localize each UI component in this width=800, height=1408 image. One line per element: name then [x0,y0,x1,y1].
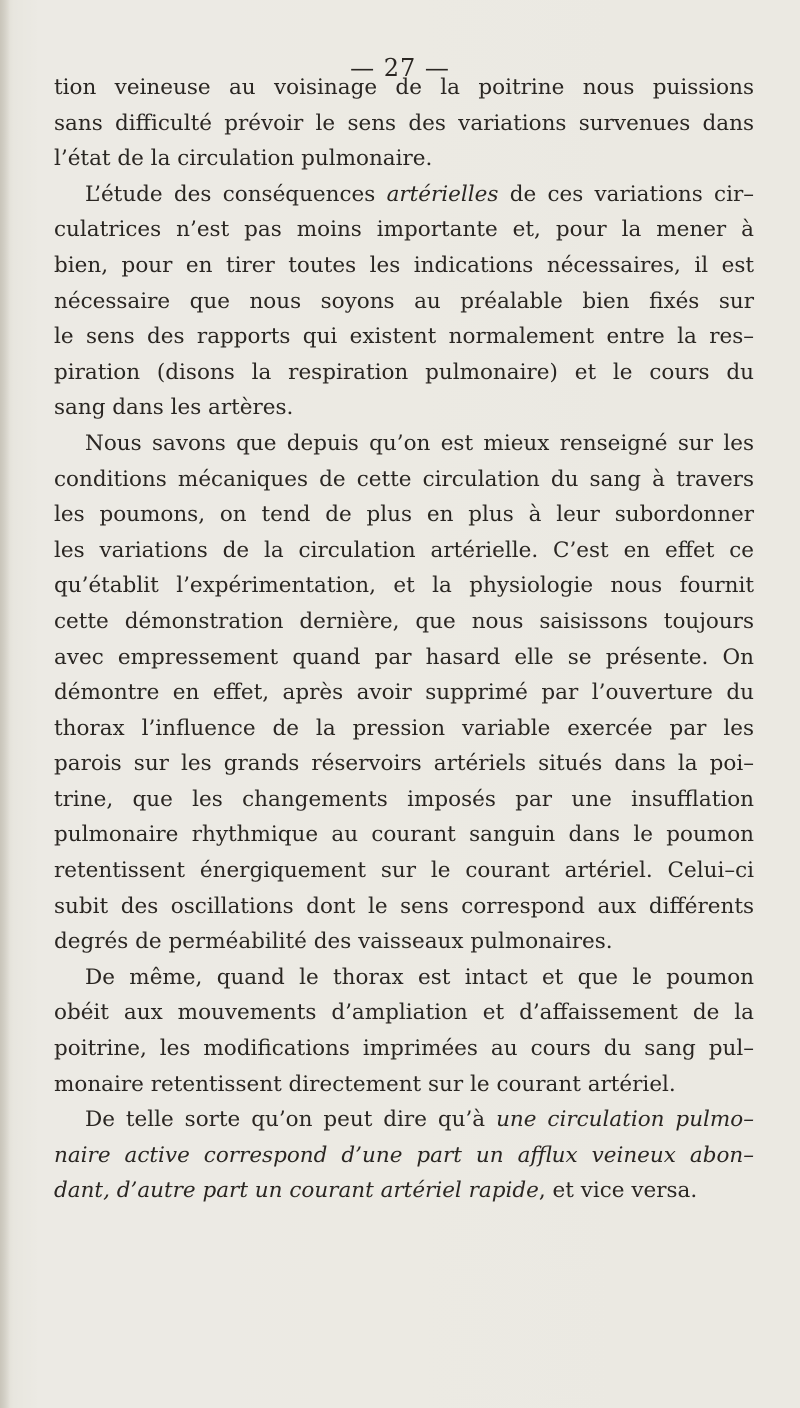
text-line: l’état de la circulation pulmonaire. [54,146,433,172]
text-line: degrés de perméabilité des vaisseaux pulmonaires. [54,929,613,955]
text-line: retentissent énergiquement sur le courant artériel. Celui–ci [54,858,754,884]
text-line: L’étude des conséquences artérielles de ces variations cir– [85,181,755,207]
page-number: — 27 — [350,54,450,82]
italic-phrase: naire active correspond d’une part un afflux veineux abon– [54,1142,754,1168]
text-line: les poumons, on tend de plus en plus à leur subordonner [54,502,754,528]
text-line: nécessaire que nous soyons au préalable bien fixés sur [54,288,754,314]
italic-phrase: une circulation pulmo– [496,1107,754,1133]
text-line: thorax l’influence de la pression variable exercée par les [54,715,754,741]
text-line: le sens des rapports qui existent normalement entre la res– [54,324,754,350]
text-line: tion veineuse au voisinage de la poitrine nous puissions [54,75,754,100]
text-line: démontre en effet, après avoir supprimé par l’ouverture du [54,680,754,706]
body-text [54,70,754,1209]
text-line: trine, que les changements imposés par une insufflation [54,786,754,812]
text-line [54,1138,754,1174]
text-line: De même, quand le thorax est intact et que le poumon [85,964,754,990]
italic-term: artérielles [386,181,499,207]
page-gutter-shadow [0,0,10,1408]
text-line: conditions mécaniques de cette circulation du sang à travers [54,466,754,492]
text-line: cette démonstration dernière, que nous saisissons toujours [54,608,754,634]
text-line: bien, pour en tirer toutes les indications nécessaires, il est [54,252,754,278]
text-line: sans difficulté prévoir le sens des variations survenues dans [54,110,754,136]
text-line: avec empressement quand par hasard elle se présente. On [54,644,754,670]
text-line: obéit aux mouvements d’ampliation et d’affaissement de la [54,1000,754,1026]
text-line: Nous savons que depuis qu’on est mieux renseigné sur les [85,430,754,456]
text-line: parois sur les grands réservoirs artériels situés dans la poi– [54,751,754,777]
text-line: pulmonaire rhythmique au courant sanguin dans le poumon [54,822,754,848]
text-line: monaire retentissent directement sur le courant artériel. [54,1071,676,1097]
text-line: sang dans les artères. [54,395,294,421]
text-line: les variations de la circulation artérielle. C’est en effet ce [54,537,754,563]
text-line: De telle sorte qu’on peut dire qu’à une circulation pulmo– [85,1107,754,1133]
text-line: piration (disons la respiration pulmonaire) et le cours du [54,359,754,385]
text-line: qu’établit l’expérimentation, et la physiologie nous fournit [54,573,754,599]
italic-phrase: dant, d’autre part un courant artériel rapide [54,1178,539,1204]
text-line: subit des oscillations dont le sens correspond aux différents [54,893,754,919]
text-line: dant, d’autre part un courant artériel rapide, et vice versa. [54,1178,698,1204]
text-line: culatrices n’est pas moins importante et, pour la mener à [54,217,754,243]
text-line: poitrine, les modifications imprimées au cours du sang pul– [54,1036,754,1062]
